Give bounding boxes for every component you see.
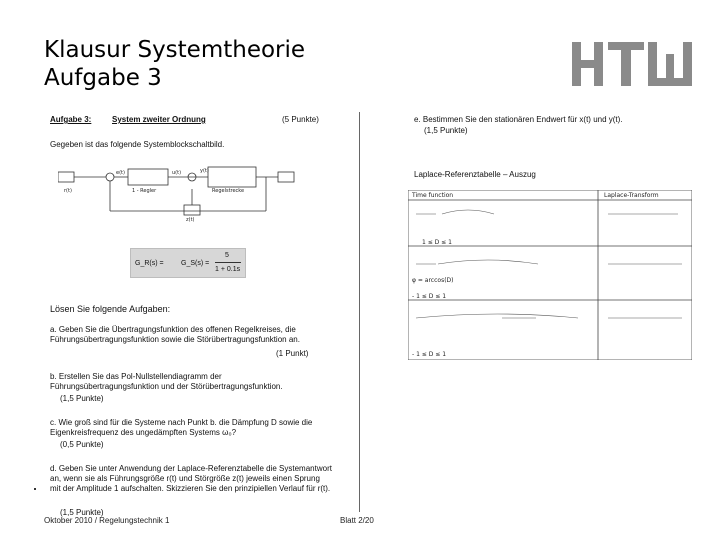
task-c: c. Wie groß sind für die Systeme nach Punkt b. die Dämpfung D sowie die Eigenkreisfrequenz des ungedämpften Systems ω₀? <box>50 418 313 437</box>
task-header-topic: System zweiter Ordnung <box>112 115 206 124</box>
slide-title <box>44 36 305 92</box>
task-b-points: (1,5 Punkte) <box>60 394 104 403</box>
task-b: b. Erstellen Sie das Pol-Nullstellendiagramm der Führungsübertragungsfunktion und der Störübertragungsfunktion. <box>50 372 283 391</box>
task-header-number: Aufgabe 3: <box>50 115 92 124</box>
diagram-y-label: y(t) <box>200 168 209 174</box>
diagram-u-label: u(t) <box>172 170 182 176</box>
transfer-function-box <box>130 248 246 278</box>
bullet-dot <box>34 488 36 490</box>
task-d: d. Geben Sie unter Anwendung der Laplace-Referenztabelle die Systemantwort an, wenn sie als Führungsgröße r(t) und Störgröße z(t) jeweils einen Sprung mit der Amplitude 1 aufschalten. Skizzieren Sie den prinzipiellen Verlauf für r(t). <box>50 464 332 493</box>
gs-numerator: 5 <box>225 252 229 259</box>
table-formula-strokes <box>416 210 682 318</box>
task-e: e. Bestimmen Sie den stationären Endwert für x(t) und y(t). <box>414 115 623 124</box>
gs-denominator: 1 + 0.1s <box>215 266 241 273</box>
diagram-z-label: z(t) <box>186 217 195 223</box>
block-diagram <box>58 165 298 223</box>
diagram-regler-label: 1 - Regler <box>132 188 157 194</box>
task-a-points: (1 Punkt) <box>276 349 309 358</box>
intro-text: Gegeben ist das folgende Systemblockschaltbild. <box>50 140 225 149</box>
row3-condition: - 1 ≤ D ≤ 1 <box>412 351 447 358</box>
title-line-2: Aufgabe 3 <box>44 65 162 91</box>
gs-label: G_S(s) = <box>181 260 210 267</box>
task-header-points: (5 Punkte) <box>282 115 319 124</box>
diagram-e-label: e(t) <box>116 170 125 176</box>
gr-label: G_R(s) = <box>135 260 164 267</box>
title-line-1: Klausur Systemtheorie <box>44 37 306 63</box>
col-laplace-header: Laplace-Transform <box>604 192 659 199</box>
diagram-r-label: r(t) <box>64 188 72 194</box>
page-divider <box>359 112 360 512</box>
footer-left: Oktober 2010 / Regelungstechnik 1 <box>44 516 170 525</box>
laplace-table <box>408 190 692 360</box>
col-time-header: Time function <box>412 192 454 199</box>
row2-phi: φ = arccos(D) <box>412 277 454 284</box>
task-d-points: (1,5 Punkte) <box>60 508 104 517</box>
gs-fraction-bar <box>215 262 241 263</box>
task-a: a. Geben Sie die Übertragungsfunktion des offenen Regelkreises, die Führungsübertragungsfunktion sowie die Störübertragungsfunktion an. <box>50 325 300 344</box>
table-title: Laplace-Referenztabelle – Auszug <box>414 170 536 179</box>
footer-right: Blatt 2/20 <box>340 516 374 525</box>
task-e-points: (1,5 Punkte) <box>424 126 468 135</box>
row1-condition: 1 ≤ D ≤ 1 <box>422 239 452 246</box>
solve-heading: Lösen Sie folgende Aufgaben: <box>50 304 171 314</box>
htw-logo <box>572 40 692 88</box>
diagram-strecke-label: Regelstrecke <box>212 188 245 194</box>
task-c-points: (0,5 Punkte) <box>60 440 104 449</box>
row2-condition: - 1 ≤ D ≤ 1 <box>412 293 447 300</box>
